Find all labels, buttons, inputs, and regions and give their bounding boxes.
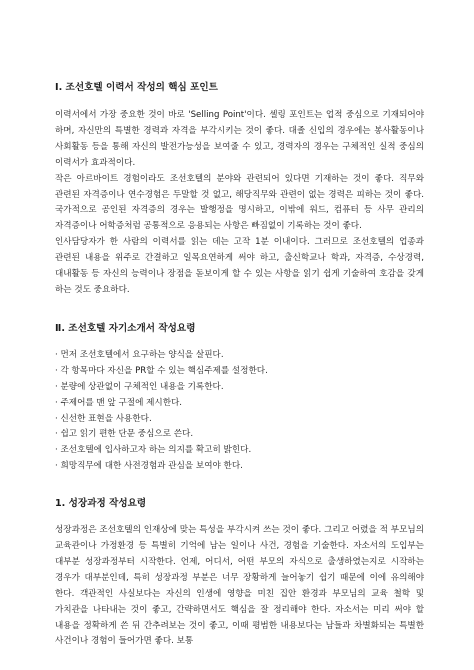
section3-paragraph: 성장과정은 조선호텔의 인재상에 맞는 특성을 부각시켜 쓰는 것이 좋다. 그리고 어렸을 적 부모님의 교육관이나 가정환경 등 특별히 기억에 남는 일이나 사건, 경험을 기술한다. 자소서의 도입부는 대부분 성장과정부터 시작한다. 언제, 어디서, 어떤 부모의 자식으로 출생하였는지로 시작하는 경우가 대부분인데, 특히 성장과정 부분은 너무 장황하게 늘어놓기 쉽기 때문에 이에 유의해야 한다. 객관적인 사실보다는 자신의 인생에 영향을 미친 집안 환경과 부모님의 교육 철학 및 가치관을 나타내는 것이 좋고, 간략하면서도 핵심을 잘 정리해야 한다. 자소서는 미리 써야 할 내용을 정확하게 쓴 뒤 간추려보는 것이 좋고, 이때 평범한 내용보다는 남들과 차별화되는 특별한 사건이나 경험이 들어가면 좋다. 보통 <box>55 525 424 647</box>
list-item: · 희망직무에 대한 사전경험과 관심을 보여야 한다. <box>55 461 243 472</box>
list-item: · 신선한 표현을 사용한다. <box>55 413 152 424</box>
section2-heading: Ⅱ. 조선호텔 자기소개서 작성요령 <box>55 322 196 334</box>
section1-paragraph-3: 인사담당자가 한 사람의 이력서를 읽는 데는 고작 1분 이내이다. 그러므로 조선호텔의 업종과 관련된 내용을 위주로 간결하고 일목요연하게 써야 하고, 출신학교나 학과, 자격증, 수상경력, 대내활동 등 자신의 능력이나 장점을 돋보이게 할 수 있는 사항을 읽기 쉽게 기술하여 호감을 갖게 하는 것도 중요하다. <box>55 237 424 295</box>
list-item: · 주제어를 맨 앞 구절에 제시한다. <box>55 397 183 408</box>
section1-paragraph-2: 작은 아르바이트 경험이라도 조선호텔의 분야와 관련되어 있다면 기재하는 것이 좋다. 직무와 관련된 자격증이나 연수경험은 두말할 것 없고, 해당직무와 관련이 없는 경력은 피하는 것이 좋다. 국가적으로 공인된 자격증의 경우는 발행정을 명시하고, 이밖에 워드, 컴퓨터 등 사무 관리의 자격증이나 어학증처럼 공통적으로 응용되는 사항은 빠짐없이 기록하는 것이 좋다. <box>55 173 424 232</box>
tips-list <box>55 348 424 475</box>
section1-heading: Ⅰ. 조선호텔 이력서 작성의 핵심 포인트 <box>55 82 218 93</box>
section1-paragraph-1: 이력서에서 가장 중요한 것이 바로 'Selling Point'이다. 셀링 포인트는 업적 중심으로 기재되어야 하며, 자신만의 특별한 경력과 자격을 부각시키는 것이 좋다. 대졸 신입의 경우에는 봉사활동이나 사회활동 등을 통해 자신의 발전가능성을 보여줄 수 있고, 경력자의 경우는 구체적인 실적 중심의 이력서가 효과적이다. <box>55 110 424 168</box>
list-item: · 먼저 조선호텔에서 요구하는 양식을 살핀다. <box>55 349 224 360</box>
list-item: · 분량에 상관없이 구체적인 내용을 기록한다. <box>55 381 224 392</box>
section3-heading: 1. 성장과정 작성요령 <box>55 498 147 510</box>
list-item: · 쉽고 읽기 편한 단문 중심으로 쓴다. <box>55 429 194 440</box>
list-item: · 각 항목마다 자신을 PR할 수 있는 핵심주제를 설정한다. <box>55 365 268 376</box>
list-item: · 조선호텔에 입사하고자 하는 의지를 확고히 밝힌다. <box>55 445 252 456</box>
